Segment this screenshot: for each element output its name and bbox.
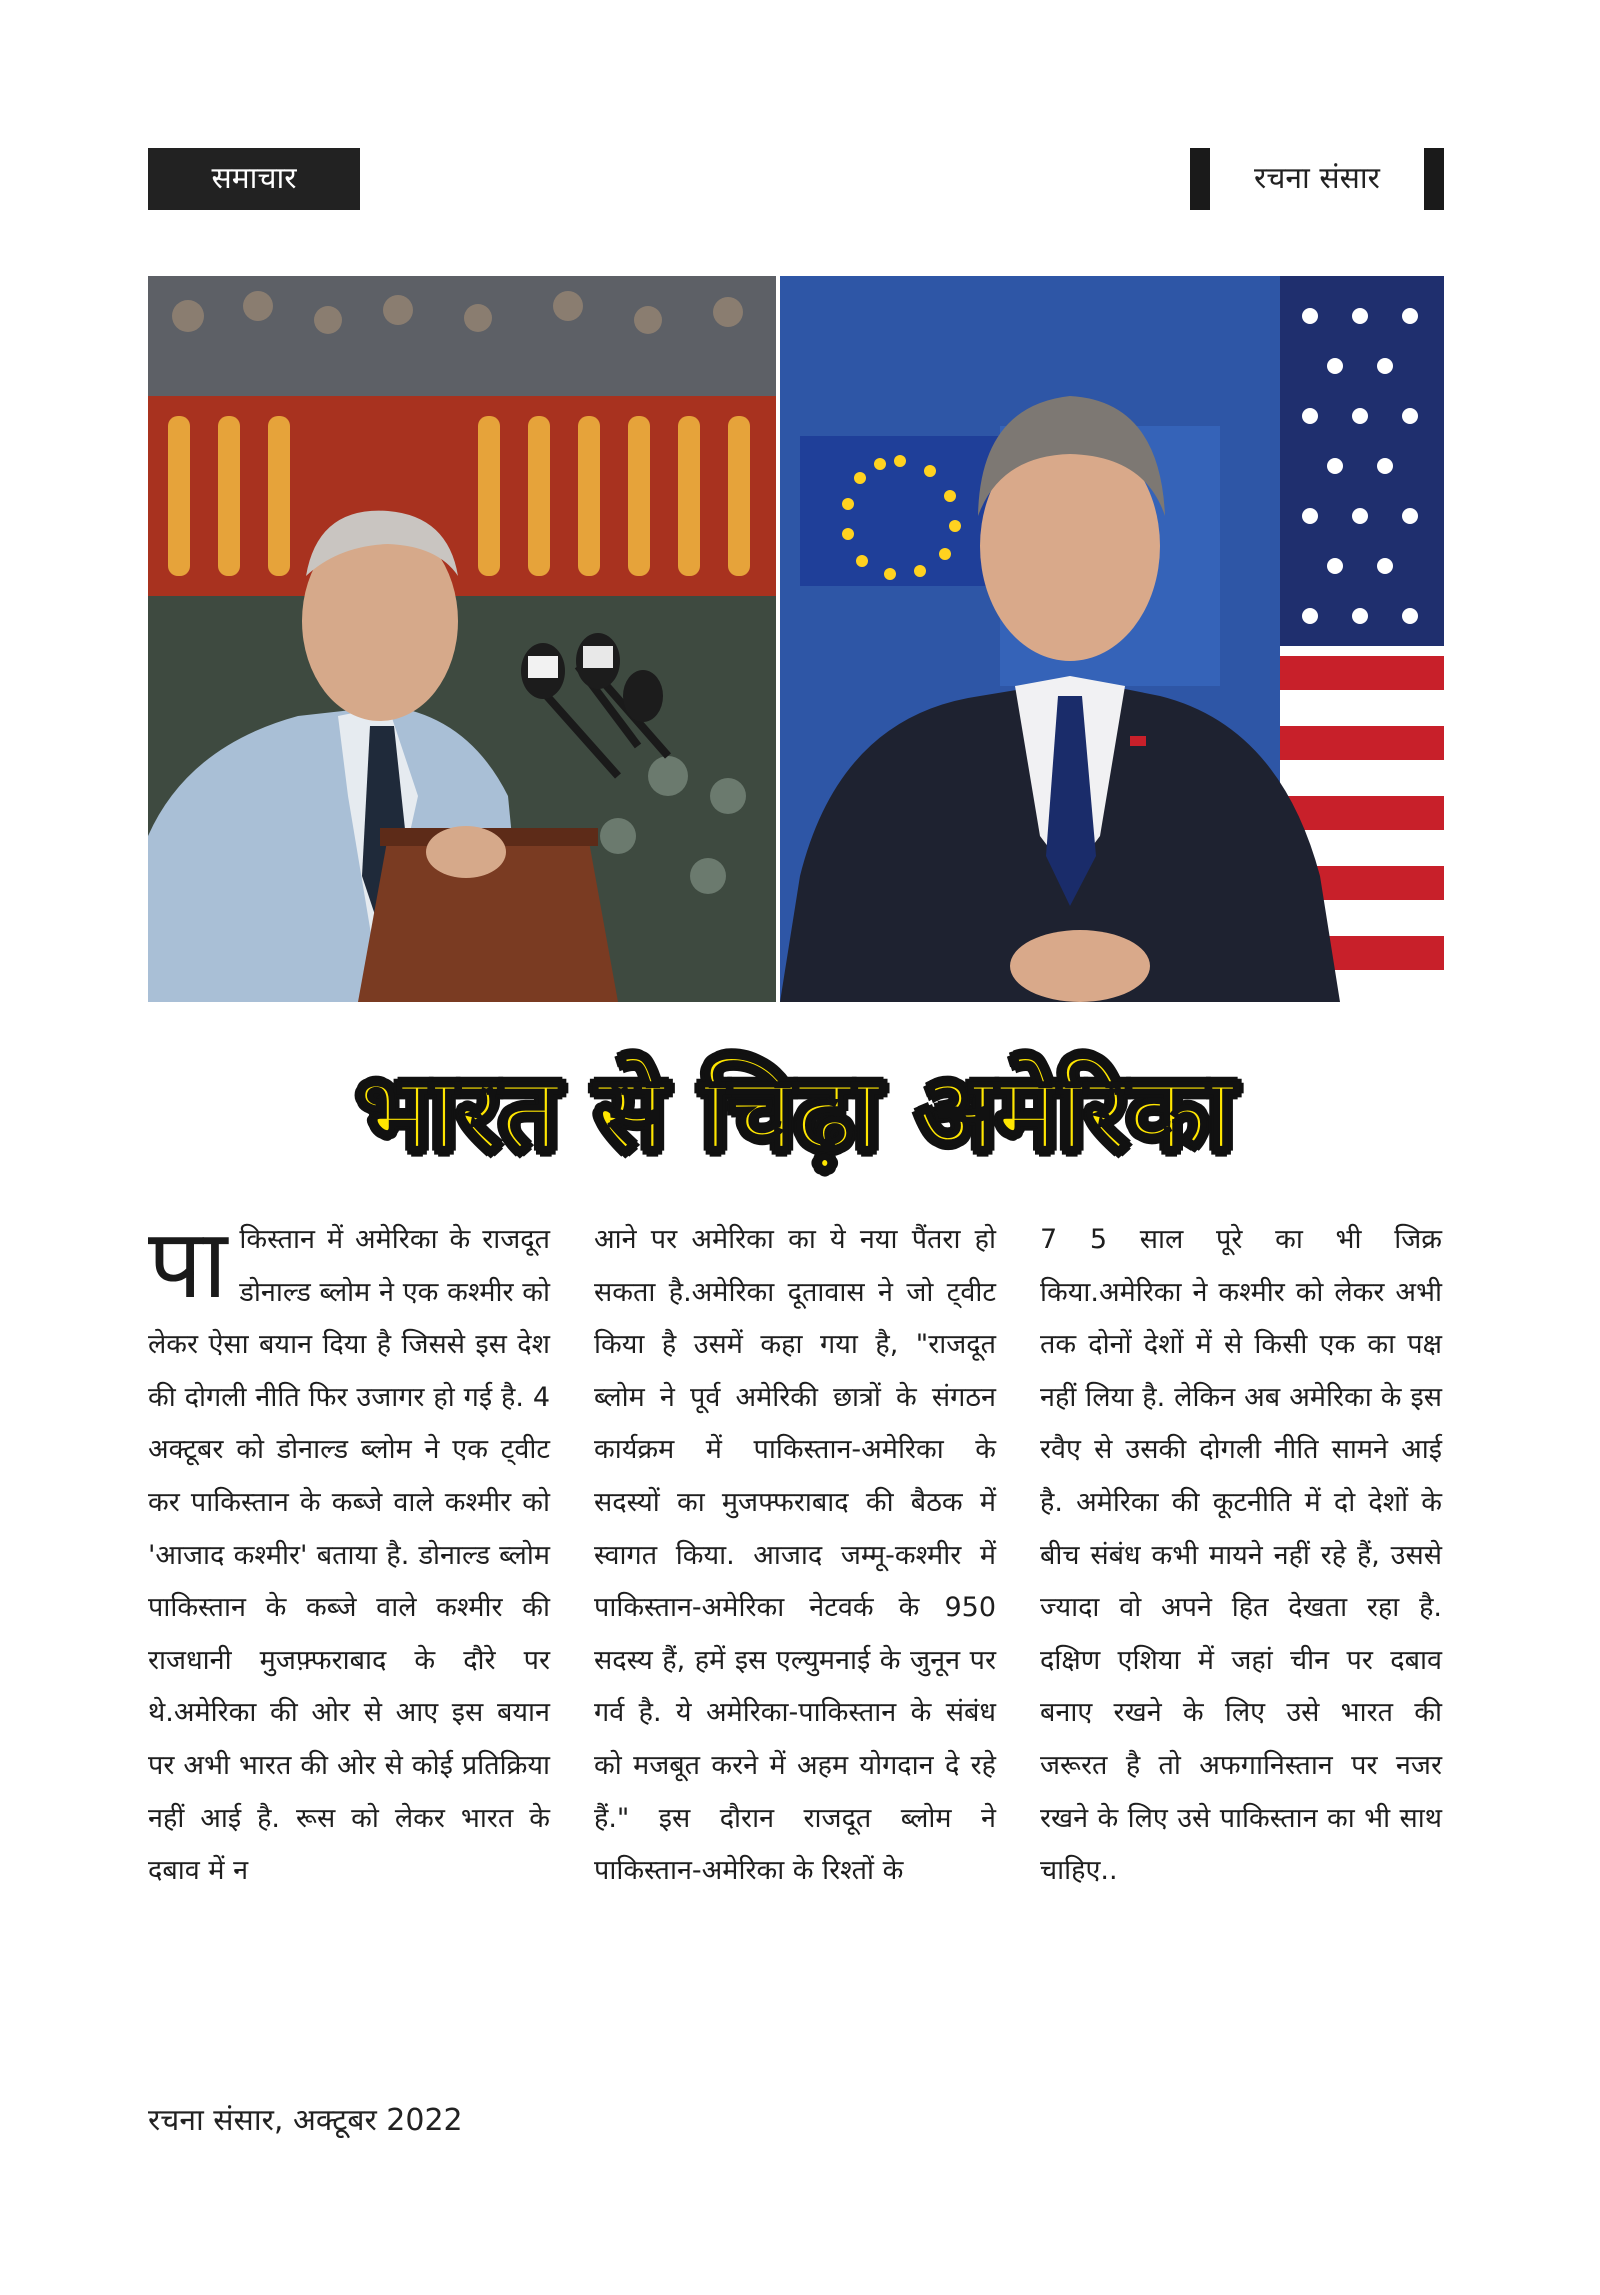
photo-us-official	[780, 276, 1444, 1002]
headline: भारत से चिढ़ा अमेरिका	[357, 1052, 1235, 1174]
section-tag: समाचार	[148, 148, 360, 210]
column-2-text: आने पर अमेरिका का ये नया पैंतरा हो सकता है.अमेरिका दूतावास ने जो ट्वीट किया है उसमें कहा गया है, "राजदूत ब्लोम ने पूर्व अमेरिकी छात्रों के संगठन कार्यक्रम में पाकिस्तान-अमेरिका के सदस्यों का मुजफ्फराबाद की बैठक में स्वागत किया. आजाद जम्मू-कश्मीर में पाकिस्तान-अमेरिका नेटवर्क के 950 सदस्य हैं, हमें इस एल्युमनाई के जुनून पर गर्व है. ये अमेरिका-पाकिस्तान के संबंध को मजबूत करने में अहम योगदान दे रहे हैं." इस दौरान राजदूत ब्लोम ने पाकिस्तान-अमेरिका के रिश्तों के	[594, 1224, 996, 1887]
column-1-text: किस्तान में अमेरिका के राजदूत डोनाल्ड ब्लोम ने एक कश्मीर को लेकर ऐसा बयान दिया है जिससे इस देश की दोगली नीति फिर उजागर हो गई है. 4 अक्टूबर को डोनाल्ड ब्लोम ने एक ट्वीट कर पाकिस्तान के कब्जे वाले कश्मीर को 'आजाद कश्मीर' बताया है. डोनाल्ड ब्लोम पाकिस्तान के कब्जे वाले कश्मीर की राजधानी मुजफ़्फराबाद के दौरे पर थे.अमेरिका की ओर से आए इस बयान पर अभी भारत की ओर से कोई प्रतिक्रिया नहीं आई है. रूस को लेकर भारत के दबाव में न	[148, 1224, 550, 1887]
tag-bar-right	[1424, 148, 1444, 210]
article-column-3	[1040, 1214, 1442, 1898]
article-column-2	[594, 1214, 996, 1898]
article-column-1	[148, 1208, 550, 1898]
photo-pakistan-leader	[148, 276, 776, 1002]
magazine-name: रचना संसार	[1254, 161, 1380, 196]
column-3-text: 7 5 साल पूरे का भी जिक्र किया.अमेरिका ने कश्मीर को लेकर अभी तक दोनों देशों में से किसी एक का पक्ष नहीं लिया है. लेकिन अब अमेरिका के इस रवैए से उसकी दोगली नीति सामने आई है. अमेरिका की कूटनीति में दो देशों के बीच संबंध कभी मायने नहीं रहे हैं, उससे ज्यादा वो अपने हित देखता रहा है. दक्षिण एशिया में जहां चीन पर दबाव बनाए रखने के लिए उसे भारत की जरूरत है तो अफगानिस्तान पर नजर रखने के लिए उसे पाकिस्तान का भी साथ चाहिए..	[1040, 1224, 1442, 1887]
footer-text: रचना संसार, अक्टूबर 2022	[148, 2103, 463, 2138]
magazine-tag	[1190, 148, 1444, 210]
tag-bar-left	[1190, 148, 1210, 210]
dropcap: पा	[148, 1208, 228, 1320]
